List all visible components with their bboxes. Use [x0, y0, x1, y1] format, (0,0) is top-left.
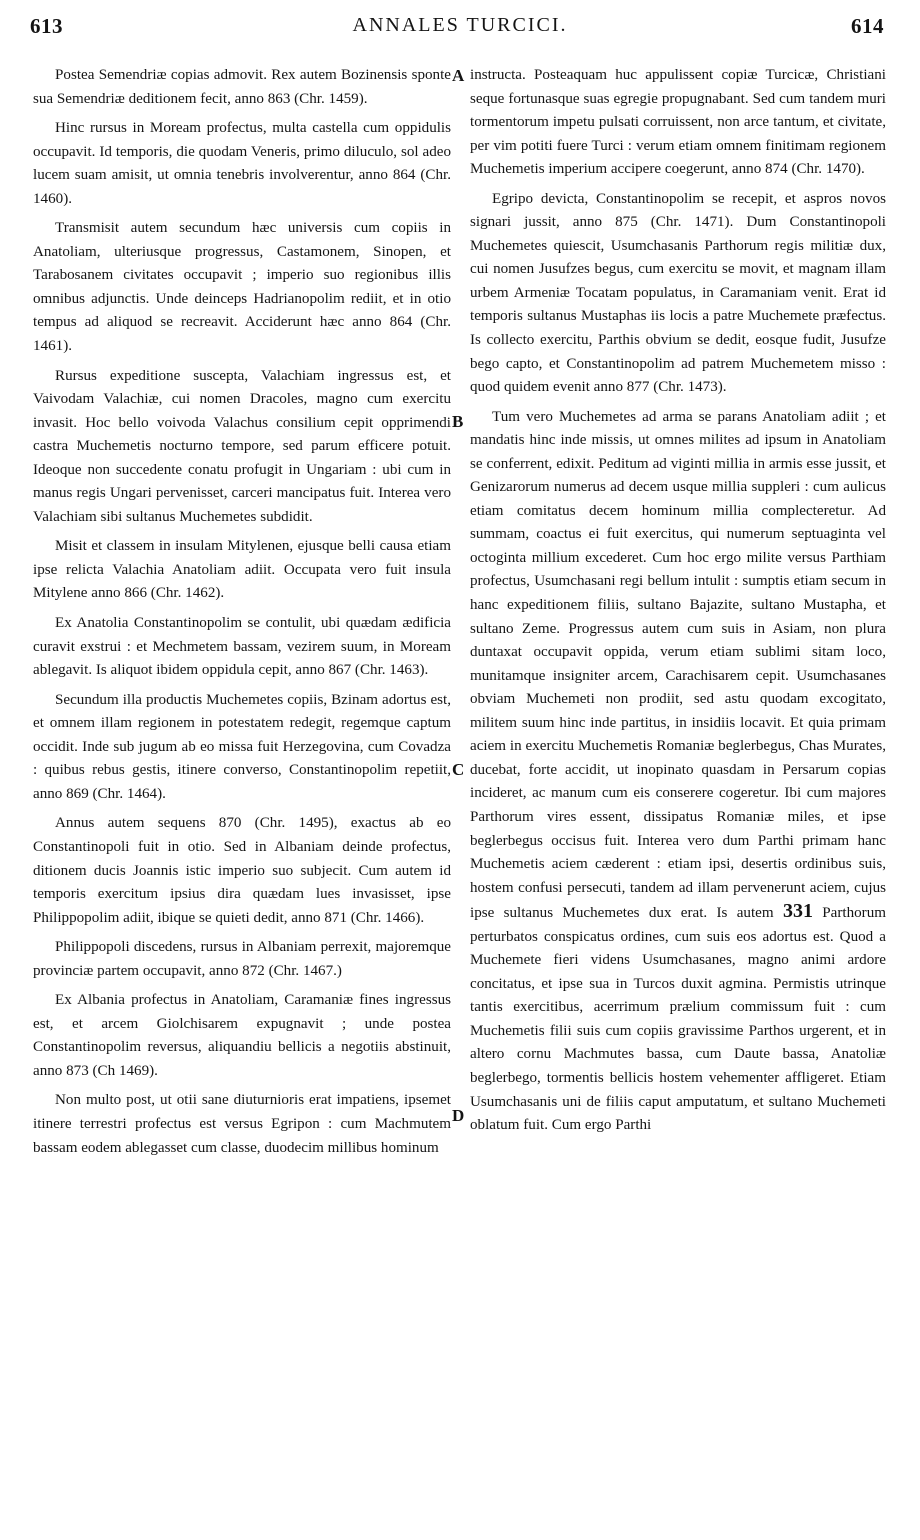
- paragraph: [470, 406, 886, 1138]
- page-number-right: 614: [851, 14, 884, 38]
- paragraph: Egripo devicta, Constantinopolim se recepit, et aspros novos signari jussit, anno 875 (Chr. 1471). Dum Constantinopoli Muchemetes quiescit, Usumchasanis Parthorum regis militiæ dux, cui nomen Jusufzes begus, cum exercitu se movit, et magnam illam urbem Armeniæ Tocatam populatus, in Caramaniam venit. Erat id temporis sultanus Mustaphas iis locis a patre Muchemete præfectus. Is collecto exercitu, Parthis obvium se dedit, eosque fudit, Jusufze bego capto, et Constantinopolim ad patrem Muchemetem misso : quod quidem evenit anno 877 (Chr. 1473).: [470, 190, 886, 396]
- paragraph: Misit et classem in insulam Mitylenen, ejusque belli causa etiam ipse relicta Valachia Anatoliam adiit. Occupata vero fuit insula Mitylene anno 866 (Chr. 1462).: [33, 538, 451, 602]
- margin-marker-a: A: [452, 66, 465, 85]
- paragraph: Non multo post, ut otii sane diuturnioris erat impatiens, ipsemet itinere terrestri profectus est versus Egripon : cum Machmutem bassam eodem ablegasset cum classe, duodecim millibus hominum: [33, 1092, 451, 1156]
- paragraph: Transmisit autem secundum hæc universis cum copiis in Anatoliam, ulteriusque progressus, Castamonem, Sinopen, et Tarabosanem civitates occupavit ; imperio suo regionibus illis omnibus adjunctis. Unde deinceps Hadrianopolim rediit, et in otio tempus ad aliquod se recreavit. Acciderunt hæc anno 864 (Chr. 1461).: [33, 220, 451, 355]
- signature-mark: 331: [782, 900, 813, 923]
- paragraph: Postea Semendriæ copias admovit. Rex autem Bozinensis sponte sua Semendriæ deditionem fecit, anno 863 (Chr. 1459).: [33, 67, 451, 107]
- margin-marker-d: D: [452, 1106, 465, 1125]
- page-header: [0, 0, 920, 54]
- page-number-left: 613: [30, 14, 63, 38]
- paragraph: Annus autem sequens 870 (Chr. 1495), exactus ab eo Constantinopoli fuit in otio. Sed in Albaniam deinde profectus, ditionem ducis Joannis istic imperio suo subjecit. Cum autem id temporis exercitum ipsius dira quædam lues invasisset, ipse Philippopolim adiit, ibique se quieti dedit, anno 871 (Chr. 1466).: [33, 815, 451, 926]
- running-title: ANNALES TURCICI.: [352, 14, 568, 36]
- margin-marker-b: B: [452, 412, 464, 431]
- paragraph: Philippopoli discedens, rursus in Albaniam perrexit, majoremque provinciæ partem occupavit, anno 872 (Chr. 1467.): [33, 939, 451, 979]
- paragraph-text: Tum vero Muchemetes ad arma se parans Anatoliam adiit ; et mandatis hinc inde missis, ut omnes milites ad ipsum in Anatoliam se conferrent, edixit. Peditum ad viginti millia in armis esse jussit, et Genizarorum numerus ad decem usque millia suppleri : cum aulicus etiam comitatus decem hominum millia complecteretur. Ad summam, coactus ei fuit exercitus, qui numerum septuaginta vel octoginta millium excederet. Cum hoc ergo milite versus Parthiam profectus, Usumchasani regi bellum intulit : sumptis etiam secum in hanc expeditionem filiis, sultano Bajazite, sultano Mustapha, et sultano Zeme. Progressus autem cum suis in Asiam, non plura duntaxat occupavit oppida, verum etiam sublimi sitam loco, munitamque insigniter arcem, Carachisarem cepit. Usumchasanes obviam Muchemeti non prodiit, sed astu quodam excogitato, militem suum hinc inde partitus, in insidiis locavit. Et quia primam aciem in exercitu Muchemetis Romaniæ beglerbegus, Chas Murates, ducebat, forte accidit, ut inopinato quasdam in Persarum copias incideret, ac manum cum eis conserere cogeretur. Ibi cum majores Parthorum vires essent, dissipatus Romaniæ miles, et ipse beglerbegus occisus fuit. Interea vero dum Parthi primam hanc Muchemetis aciem cæderent : etiam ipsi, desertis ordinibus suis, hostem confusi persecuti, tandem ad illam pervenerunt aciem, cujus ipse sultanus Muchemetes dux erat. Is autem: [470, 408, 886, 922]
- margin-marker-c: C: [452, 760, 465, 779]
- paragraph: Ex Anatolia Constantinopolim se contulit, ubi quædam ædificia curavit exstrui : et Mechmetem bassam, vezirem suum, in Moream ablegavit. Is aliquot ibidem oppidula cepit, anno 867 (Chr. 1463).: [33, 615, 451, 679]
- paragraph: Ex Albania profectus in Anatoliam, Caramaniæ fines ingressus est, et arcem Giolchisarem expugnavit ; unde postea Constantinopolim reversus, aliquandiu bellicis a negotiis abstinuit, anno 873 (Ch 1469).: [33, 992, 451, 1079]
- left-column: [33, 64, 451, 1166]
- paragraph: Rursus expeditione suscepta, Valachiam ingressus est, et Vaivodam Valachiæ, cui nomen Dracoles, magno cum exercitu invasit. Hoc bello voivoda Valachus consilium cepit opprimendi castra Muchemetis nocturno tempore, sed parum efficere potuit. Ideoque non succedente conatu profugit in Ungariam : ubi cum in manus regis Ungari pervenisset, carceri mancipatus fuit. Interea vero Valachiam sibi sultanus Muchemetes subdidit.: [33, 367, 451, 525]
- paragraph-text: Parthorum perturbatos conspicatus ordines, cum suis eos adortus est. Quod a Muchemete fieri videns Usumchasanes, magno animi ardore concitatus, et ipse sua in Turcos duxit agmina. Permistis utrinque tantis exercitibus, acerrimum prælium commissum fuit : cum Muchemetis filii suis cum copiis gravissime Parthos urgerent, et in altero cornu Machmutes bassa, cum Daute bassa, Anatoliæ beglerbego, tormentis bellicis hostem vehementer affligeret. Etiam Usumchasanis uni de filiis caput amputatum, et sultano Muchemeti oblatum fuit. Cum ergo Parthi: [470, 905, 886, 1134]
- paragraph: instructa. Posteaquam huc appulissent copiæ Turcicæ, Christiani seque fortunasque suas egregie propugnabant. Sed cum tandem muri tormentorum impetu pulsati corruissent, non arce tantum, et civitate, per vim potiti fuere Turci : verum etiam omnem finitimam regionem Muchemetis imperium accipere coegerunt, anno 874 (Chr. 1470).: [470, 67, 886, 178]
- paragraph: Hinc rursus in Moream profectus, multa castella cum oppidulis occupavit. Id temporis, die quodam Veneris, primo diluculo, sol adeo lucem suam amisit, ut omnia tenebris involverentur, anno 864 (Chr. 1460).: [33, 120, 451, 207]
- paragraph: Secundum illa productis Muchemetes copiis, Bzinam adortus est, et omnem illam regionem in potestatem redegit, regemque captum occidit. Inde sub jugum ab eo missa fuit Herzegovina, cum Covadza : quibus rebus gestis, itinere converso, Constantinopolim repetiit, anno 869 (Chr. 1464).: [33, 691, 451, 802]
- right-column: [470, 64, 886, 1144]
